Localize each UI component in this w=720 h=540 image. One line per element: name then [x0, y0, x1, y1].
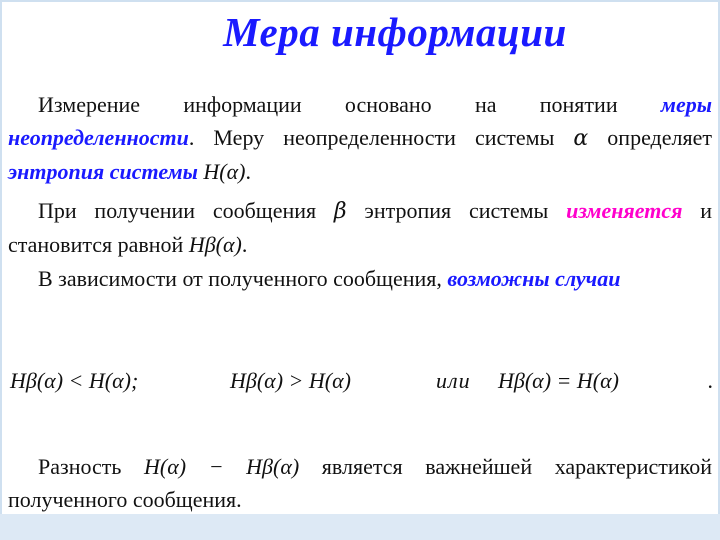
- formula-greater: Hβ(α) > H(α): [230, 368, 351, 393]
- formula-or-word: или: [436, 368, 471, 393]
- paragraph-measure: [8, 88, 712, 188]
- term-possible-cases: возможны случаи: [447, 266, 621, 291]
- symbol-alpha: α: [573, 126, 589, 151]
- term-system-entropy: энтропия системы: [8, 159, 198, 184]
- formula-less: Hβ(α) < H(α);: [10, 368, 139, 393]
- paragraph-difference: [8, 450, 712, 516]
- p1-text-1: Измерение информации основано на понятии: [38, 92, 661, 117]
- slide-title: Мера информации: [223, 9, 567, 55]
- paragraph-cases: [8, 262, 712, 295]
- symbol-beta: β: [333, 199, 347, 224]
- term-changes: изменяется: [566, 198, 683, 223]
- term-uncertainty-measure: меры неопределенности: [8, 92, 712, 150]
- paragraph-message: [8, 194, 712, 261]
- slide-footer-band: [0, 514, 720, 540]
- p1-text-3: определяет: [588, 125, 712, 150]
- formula-equal: Hβ(α) = H(α): [498, 368, 619, 393]
- p3-text-1: В зависимости от полученного сообщения,: [38, 266, 448, 291]
- p2-text-1: При получении сообщения: [38, 198, 334, 223]
- formula-dot: .: [708, 368, 714, 393]
- p1-text-2: . Меру неопределенности системы: [188, 125, 574, 150]
- formula-h-alpha: H(α): [203, 159, 246, 184]
- p2-text-2: энтропия системы: [346, 198, 567, 223]
- formula-difference: H(α) − Hβ(α): [144, 454, 300, 479]
- formula-h-beta-alpha: Hβ(α): [188, 232, 242, 257]
- p4-text-2: является важнейшей характеристикой полученного сообщения.: [8, 454, 712, 512]
- p2-text-4: .: [241, 232, 248, 257]
- p2-text-3: и становится равной: [8, 198, 712, 257]
- p4-text-1: Разность: [38, 454, 145, 479]
- p1-text-4: .: [245, 159, 251, 184]
